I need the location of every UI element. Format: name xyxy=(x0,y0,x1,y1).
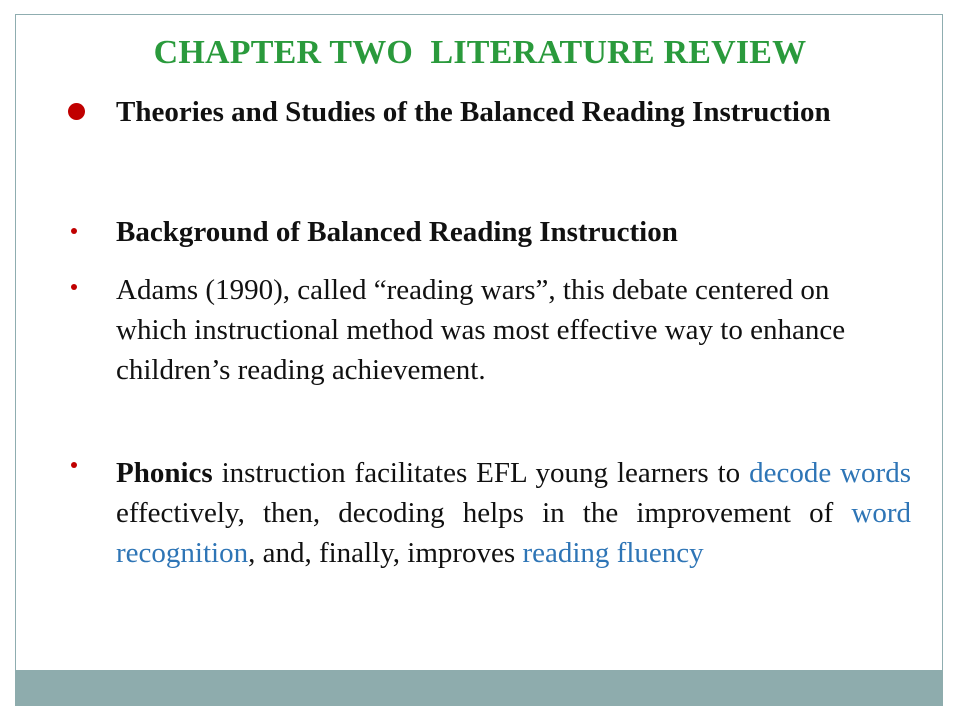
highlight-decode-words: decode words xyxy=(749,457,911,489)
text-segment: effectively, then, decoding helps in the improvement of xyxy=(116,497,852,529)
highlight-word-recognition: word recognition xyxy=(116,497,911,569)
text-segment: instruction facilitates EFL young learners to xyxy=(212,457,750,489)
slide-title: CHAPTER TWO LITERATURE REVIEW xyxy=(153,34,807,71)
footer-band xyxy=(15,670,943,706)
red-dot-bullet-icon xyxy=(71,228,77,234)
item-text xyxy=(116,453,911,573)
red-disc-bullet-icon xyxy=(68,103,85,120)
item-text: Theories and Studies of the Balanced Reading Instruction xyxy=(116,96,831,128)
phonics-term: Phonics xyxy=(116,457,213,489)
item-text: Adams (1990), called “reading wars”, this debate centered on which instructional method was most effective way to enhance children’s reading achievement. xyxy=(116,274,846,386)
highlight-reading-fluency: reading fluency xyxy=(522,537,704,569)
red-dot-bullet-icon xyxy=(71,284,77,290)
text-segment: , and, finally, improves xyxy=(248,537,523,569)
red-dot-bullet-icon xyxy=(71,462,77,468)
item-text: Background of Balanced Reading Instruction xyxy=(116,216,678,248)
